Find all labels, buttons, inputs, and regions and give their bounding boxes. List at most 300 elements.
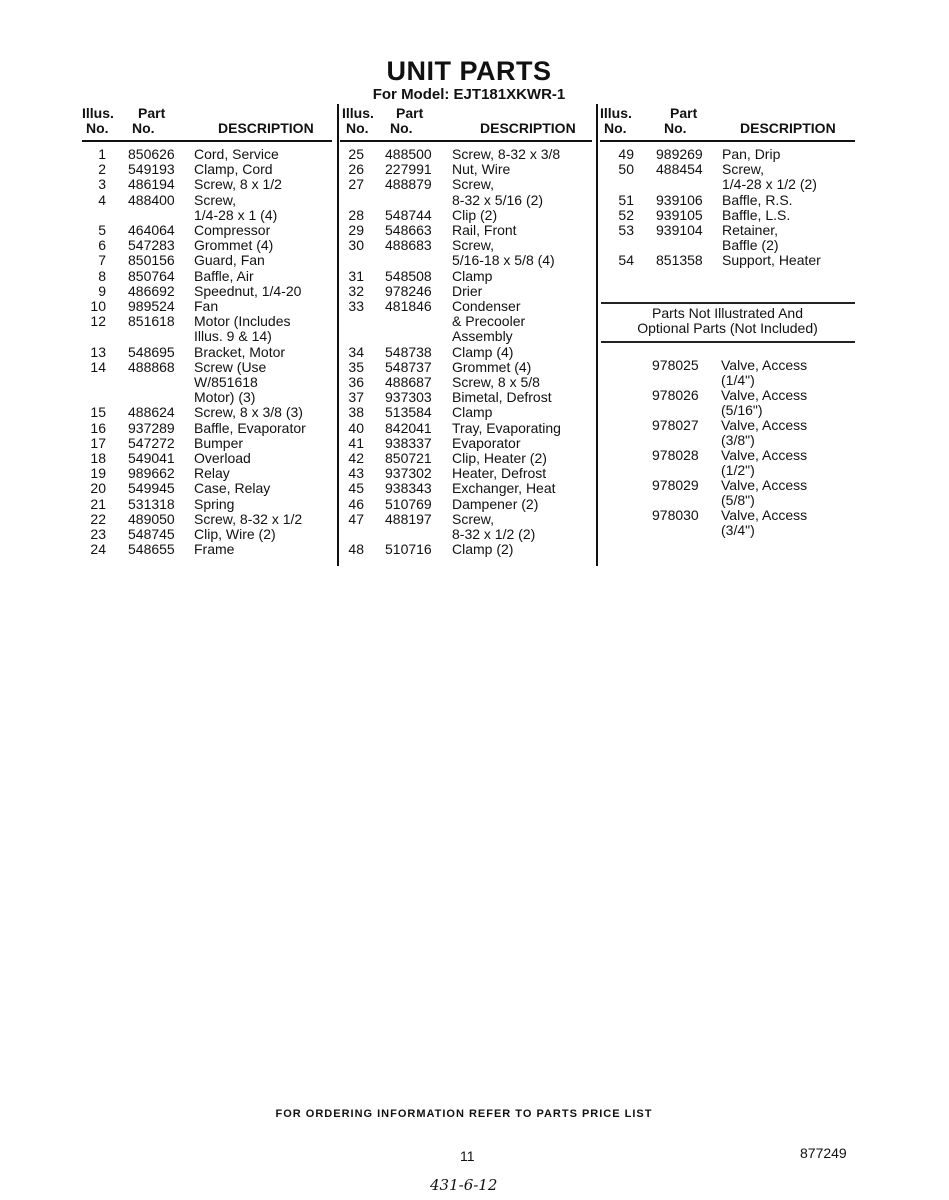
illus-number: 50 xyxy=(618,161,634,178)
column-header xyxy=(340,104,592,142)
description-line: Tray, Evaporating xyxy=(452,419,561,436)
description-line: Screw, xyxy=(452,510,495,527)
description xyxy=(722,193,793,208)
illus-number: 33 xyxy=(348,298,364,315)
illus-number: 36 xyxy=(348,374,364,391)
description-line: (5/8") xyxy=(721,492,755,508)
description-line: Drier xyxy=(452,282,483,299)
description-line: Clamp, Cord xyxy=(194,161,273,178)
heading-line: Parts Not Illustrated And xyxy=(652,305,803,321)
table-row xyxy=(600,478,807,508)
illus-number: 34 xyxy=(348,343,364,360)
table-row xyxy=(340,390,592,405)
handwritten-note: 431-6-12 xyxy=(430,1176,498,1194)
table-row xyxy=(340,497,592,512)
part-number: 978026 xyxy=(652,387,699,403)
description xyxy=(452,481,556,496)
description xyxy=(452,284,482,299)
table-row xyxy=(340,238,592,268)
table-row xyxy=(82,253,332,268)
description-line: Clip, Heater (2) xyxy=(452,450,547,467)
description-line: Screw, 8 x 5/8 xyxy=(452,374,540,391)
description xyxy=(194,436,243,451)
table-row xyxy=(82,284,332,299)
table-row xyxy=(82,436,332,451)
description-line: 1/4-28 x 1 (4) xyxy=(194,206,278,223)
illus-number: 45 xyxy=(348,480,364,497)
part-number: 938343 xyxy=(385,480,432,497)
part-number: 939105 xyxy=(656,206,703,223)
description-line: 5/16-18 x 5/8 (4) xyxy=(452,252,555,269)
table-row xyxy=(600,448,807,478)
description xyxy=(452,497,538,512)
description xyxy=(452,390,552,405)
description xyxy=(194,542,234,557)
description xyxy=(452,345,513,360)
description-line: Screw, 8 x 1/2 xyxy=(194,176,282,193)
table-row xyxy=(600,223,855,253)
section-divider xyxy=(601,341,855,343)
description-line: Relay xyxy=(194,465,230,482)
description-line: Fan xyxy=(194,298,219,315)
parts-column xyxy=(600,104,855,269)
table-row xyxy=(340,421,592,436)
table-row xyxy=(340,512,592,542)
illus-number: 16 xyxy=(90,419,106,436)
illus-number: 43 xyxy=(348,465,364,482)
description-line: Condenser xyxy=(452,298,521,315)
description-line: Pan, Drip xyxy=(722,146,781,162)
description-line: Nut, Wire xyxy=(452,161,511,178)
table-row xyxy=(82,177,332,192)
part-number: 464064 xyxy=(128,222,175,239)
illus-number: 26 xyxy=(348,161,364,178)
description-header: DESCRIPTION xyxy=(218,120,314,136)
part-number: 510716 xyxy=(385,541,432,558)
description-line: Dampener (2) xyxy=(452,495,539,512)
table-row xyxy=(82,466,332,481)
table-row xyxy=(340,375,592,390)
description-line: (1/4") xyxy=(721,372,755,388)
illus-number: 37 xyxy=(348,389,364,406)
description-line: Exchanger, Heat xyxy=(452,480,556,497)
part-number: 488197 xyxy=(385,510,432,527)
description xyxy=(194,481,270,496)
illus-number: 23 xyxy=(90,526,106,543)
table-row xyxy=(340,466,592,481)
part-number: 978027 xyxy=(652,417,699,433)
illus-number: 24 xyxy=(90,541,106,558)
part-number: 486692 xyxy=(128,282,175,299)
description-line: (5/16") xyxy=(721,402,763,418)
description xyxy=(452,451,547,466)
table-row xyxy=(82,481,332,496)
description-line: Screw, 8-32 x 3/8 xyxy=(452,146,561,162)
description xyxy=(452,238,555,268)
part-header: No. xyxy=(390,120,413,136)
description-line: Bumper xyxy=(194,434,244,451)
description-line: Rail, Front xyxy=(452,222,517,239)
part-number: 939106 xyxy=(656,191,703,208)
part-number: 548738 xyxy=(385,343,432,360)
part-number: 978029 xyxy=(652,477,699,493)
illus-number: 51 xyxy=(618,191,634,208)
description xyxy=(452,299,525,345)
description-line: Valve, Access xyxy=(721,417,808,433)
description xyxy=(452,177,543,207)
description-line: Baffle (2) xyxy=(722,237,779,254)
description-line: Illus. 9 & 14) xyxy=(194,328,272,345)
table-row xyxy=(82,405,332,420)
table-row xyxy=(340,284,592,299)
part-number: 978246 xyxy=(385,282,432,299)
table-row xyxy=(600,358,807,388)
illus-header: Illus. xyxy=(600,105,632,121)
description-line: Screw, xyxy=(194,191,237,208)
description xyxy=(452,147,560,162)
illus-number: 52 xyxy=(618,206,634,223)
table-row xyxy=(340,162,592,177)
part-number: 486194 xyxy=(128,176,175,193)
description-line: Cord, Service xyxy=(194,146,279,162)
table-row xyxy=(600,162,855,192)
illus-number: 12 xyxy=(90,313,106,330)
description-line: Baffle, L.S. xyxy=(722,206,791,223)
description xyxy=(194,253,265,268)
column-divider xyxy=(337,104,339,566)
description-line: Screw, xyxy=(722,161,765,178)
column-header xyxy=(600,104,855,142)
description xyxy=(194,238,273,253)
table-row xyxy=(600,147,855,162)
part-number: 227991 xyxy=(385,161,432,178)
description xyxy=(721,448,807,478)
description-line: Case, Relay xyxy=(194,480,271,497)
table-row xyxy=(82,193,332,223)
description-line: Clip (2) xyxy=(452,206,498,223)
illus-number: 1 xyxy=(98,146,106,162)
part-number: 850626 xyxy=(128,146,175,162)
illus-number: 28 xyxy=(348,206,364,223)
illus-number: 18 xyxy=(90,450,106,467)
description-line: (1/2") xyxy=(721,462,755,478)
description-line: Clamp xyxy=(452,404,493,421)
illus-number: 27 xyxy=(348,176,364,193)
part-number: 978030 xyxy=(652,507,699,523)
part-number: 481846 xyxy=(385,298,432,315)
part-number: 978025 xyxy=(652,357,699,373)
part-number: 850764 xyxy=(128,267,175,284)
column-divider xyxy=(596,104,598,566)
description-line: 8-32 x 1/2 (2) xyxy=(452,526,536,543)
description xyxy=(452,269,492,284)
description xyxy=(194,451,251,466)
description-line: Valve, Access xyxy=(721,387,808,403)
description xyxy=(722,147,780,162)
parts-column xyxy=(82,104,332,557)
description-line: W/851618 xyxy=(194,374,258,391)
part-number: 850721 xyxy=(385,450,432,467)
part-header: No. xyxy=(132,120,155,136)
table-row xyxy=(82,497,332,512)
description-line: Heater, Defrost xyxy=(452,465,547,482)
description xyxy=(722,162,817,192)
description-line: Bimetal, Defrost xyxy=(452,389,552,406)
description xyxy=(452,162,510,177)
illus-number: 22 xyxy=(90,510,106,527)
description-line: Valve, Access xyxy=(721,507,808,523)
part-number: 488624 xyxy=(128,404,175,421)
part-number: 842041 xyxy=(385,419,432,436)
illus-number: 21 xyxy=(90,495,106,512)
description xyxy=(194,405,303,420)
description xyxy=(452,223,517,238)
part-number: 548745 xyxy=(128,526,175,543)
description-line: Valve, Access xyxy=(721,477,808,493)
part-number: 548695 xyxy=(128,343,175,360)
description-line: Grommet (4) xyxy=(452,358,532,375)
illus-number: 35 xyxy=(348,358,364,375)
illus-number: 46 xyxy=(348,495,364,512)
document-number: 877249 xyxy=(800,1145,847,1161)
part-number: 531318 xyxy=(128,495,175,512)
description-line: Grommet (4) xyxy=(194,237,274,254)
description-header: DESCRIPTION xyxy=(480,120,576,136)
illus-header: No. xyxy=(346,120,369,136)
description xyxy=(721,358,807,388)
part-number: 488400 xyxy=(128,191,175,208)
part-number: 939104 xyxy=(656,222,703,239)
table-row xyxy=(340,360,592,375)
illus-number: 47 xyxy=(348,510,364,527)
illus-header: Illus. xyxy=(82,105,114,121)
part-number: 510769 xyxy=(385,495,432,512)
part-number: 489050 xyxy=(128,510,175,527)
part-header: Part xyxy=(138,105,166,121)
illus-number: 20 xyxy=(90,480,106,497)
table-row xyxy=(340,208,592,223)
column-header xyxy=(82,104,332,142)
description-line: Clip, Wire (2) xyxy=(194,526,276,543)
illus-number: 13 xyxy=(90,343,106,360)
table-row xyxy=(340,405,592,420)
table-row xyxy=(600,418,807,448)
description xyxy=(722,208,790,223)
part-number: 549041 xyxy=(128,450,175,467)
illus-number: 2 xyxy=(98,161,106,178)
part-number: 978028 xyxy=(652,447,699,463)
table-row xyxy=(340,345,592,360)
illus-number: 7 xyxy=(98,252,106,269)
description-line: & Precooler xyxy=(452,313,526,330)
description xyxy=(722,223,779,253)
table-row xyxy=(340,177,592,207)
part-number: 547283 xyxy=(128,237,175,254)
part-number: 488687 xyxy=(385,374,432,391)
description xyxy=(452,436,520,451)
parts-column xyxy=(340,104,592,557)
description-line: Speednut, 1/4-20 xyxy=(194,282,302,299)
part-number: 513584 xyxy=(385,404,432,421)
table-row xyxy=(82,360,332,406)
part-header: No. xyxy=(664,120,687,136)
table-row xyxy=(340,481,592,496)
table-row xyxy=(82,269,332,284)
description xyxy=(194,527,276,542)
description xyxy=(194,284,301,299)
description-line: Clamp (2) xyxy=(452,541,514,558)
table-row xyxy=(600,388,807,418)
illus-number: 6 xyxy=(98,237,106,254)
description-header: DESCRIPTION xyxy=(740,120,836,136)
table-row xyxy=(340,223,592,238)
illus-number: 53 xyxy=(618,222,634,239)
description xyxy=(194,193,277,223)
description-line: Screw, xyxy=(452,176,495,193)
illus-number: 9 xyxy=(98,282,106,299)
description xyxy=(452,512,535,542)
table-row xyxy=(340,269,592,284)
part-number: 548744 xyxy=(385,206,432,223)
description-line: Screw, 8 x 3/8 (3) xyxy=(194,404,303,421)
description xyxy=(452,542,513,557)
part-number: 850156 xyxy=(128,252,175,269)
illus-number: 10 xyxy=(90,298,106,315)
part-number: 488868 xyxy=(128,358,175,375)
illus-number: 29 xyxy=(348,222,364,239)
description xyxy=(721,388,807,418)
illus-number: 17 xyxy=(90,434,106,451)
table-row xyxy=(82,512,332,527)
description-line: Guard, Fan xyxy=(194,252,265,269)
illus-number: 4 xyxy=(98,191,106,208)
description xyxy=(721,418,807,448)
description-line: Screw, 8-32 x 1/2 xyxy=(194,510,303,527)
description-line: (3/4") xyxy=(721,522,755,538)
part-number: 548508 xyxy=(385,267,432,284)
part-number: 851358 xyxy=(656,252,703,269)
illus-header: No. xyxy=(604,120,627,136)
part-header: Part xyxy=(670,105,698,121)
description xyxy=(721,478,807,508)
description-line: Support, Heater xyxy=(722,252,821,269)
table-row xyxy=(82,299,332,314)
description-line: Motor) (3) xyxy=(194,389,256,406)
part-number: 938337 xyxy=(385,434,432,451)
part-number: 549945 xyxy=(128,480,175,497)
table-row xyxy=(340,542,592,557)
heading-line: Optional Parts (Not Included) xyxy=(637,320,818,336)
description xyxy=(452,375,540,390)
table-row xyxy=(340,436,592,451)
description-line: Baffle, Air xyxy=(194,267,254,284)
part-number: 548737 xyxy=(385,358,432,375)
description-line: (3/8") xyxy=(721,432,755,448)
table-row xyxy=(82,314,332,344)
illus-number: 41 xyxy=(348,434,364,451)
part-number: 851618 xyxy=(128,313,175,330)
description-line: Evaporator xyxy=(452,434,521,451)
table-row xyxy=(82,451,332,466)
description-line: Screw (Use xyxy=(194,358,267,375)
description xyxy=(194,345,285,360)
illus-number: 19 xyxy=(90,465,106,482)
part-number: 989662 xyxy=(128,465,175,482)
illus-number: 30 xyxy=(348,237,364,254)
part-number: 548663 xyxy=(385,222,432,239)
page-number: 11 xyxy=(460,1148,475,1164)
description xyxy=(194,147,279,162)
description xyxy=(194,421,306,436)
table-row xyxy=(82,223,332,238)
illus-number: 49 xyxy=(618,146,634,162)
table-row xyxy=(600,193,855,208)
illus-number: 15 xyxy=(90,404,106,421)
description xyxy=(452,421,561,436)
part-number: 937303 xyxy=(385,389,432,406)
illus-number: 32 xyxy=(348,282,364,299)
description-line: Retainer, xyxy=(722,222,779,239)
description xyxy=(194,466,230,481)
part-number: 548655 xyxy=(128,541,175,558)
part-number: 488683 xyxy=(385,237,432,254)
part-number: 488500 xyxy=(385,146,432,162)
table-row xyxy=(82,238,332,253)
not-illustrated-heading xyxy=(600,306,855,336)
illus-header: No. xyxy=(86,120,109,136)
table-row xyxy=(82,162,332,177)
description-line: 1/4-28 x 1/2 (2) xyxy=(722,176,817,193)
description-line: Valve, Access xyxy=(721,357,808,373)
optional-parts-list xyxy=(600,358,807,538)
part-number: 547272 xyxy=(128,434,175,451)
illus-number: 40 xyxy=(348,419,364,436)
illus-number: 25 xyxy=(348,146,364,162)
illus-number: 3 xyxy=(98,176,106,193)
description-line: Valve, Access xyxy=(721,447,808,463)
page-title: UNIT PARTS xyxy=(386,56,552,86)
table-row xyxy=(82,345,332,360)
description-line: Baffle, R.S. xyxy=(722,191,793,208)
description xyxy=(194,162,273,177)
description xyxy=(194,497,234,512)
description xyxy=(194,269,254,284)
description xyxy=(194,314,290,344)
description-line: Clamp (4) xyxy=(452,343,514,360)
table-row xyxy=(340,147,592,162)
table-row xyxy=(82,421,332,436)
description-line: Clamp xyxy=(452,267,493,284)
description-line: Screw, xyxy=(452,237,495,254)
part-number: 989269 xyxy=(656,146,703,162)
illus-header: Illus. xyxy=(342,105,374,121)
illus-number: 31 xyxy=(348,267,364,284)
section-divider xyxy=(601,302,855,304)
table-row xyxy=(340,451,592,466)
table-row xyxy=(600,253,855,268)
description xyxy=(452,405,492,420)
description-line: Compressor xyxy=(194,222,271,239)
description-line: Assembly xyxy=(452,328,513,345)
model-subtitle: For Model: EJT181XKWR-1 xyxy=(372,86,566,103)
description xyxy=(194,299,218,314)
table-row xyxy=(600,508,807,538)
description xyxy=(194,223,270,238)
ordering-note: FOR ORDERING INFORMATION REFER TO PARTS PRICE LIST xyxy=(275,1108,653,1120)
part-header: Part xyxy=(396,105,424,121)
description xyxy=(194,512,302,527)
description xyxy=(452,466,546,481)
